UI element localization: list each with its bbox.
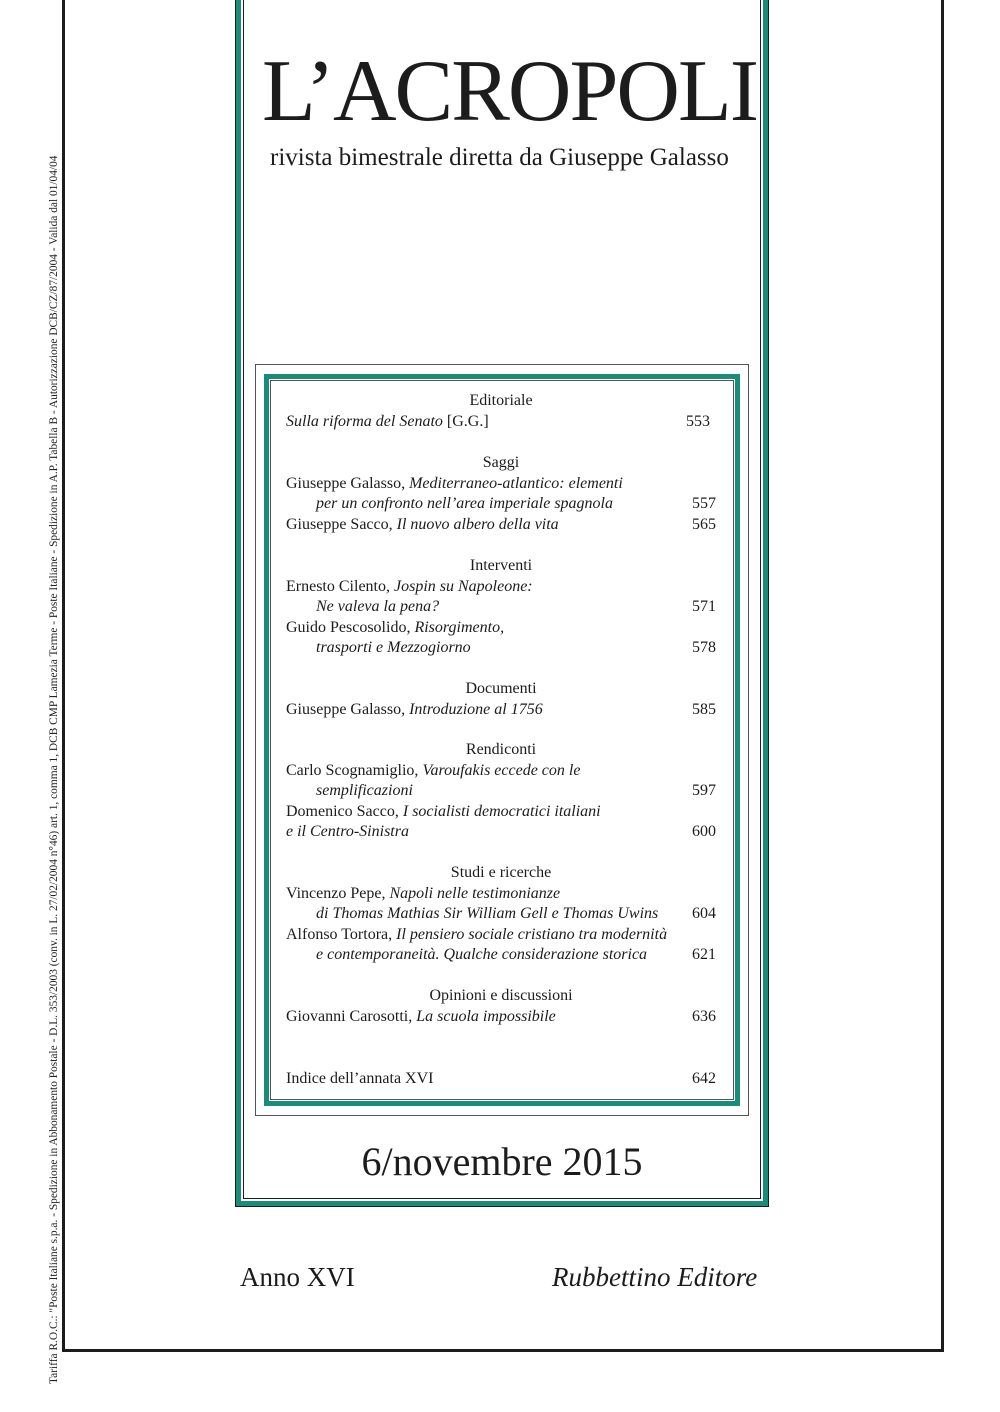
entry-title: Il nuovo albero della vita [396, 516, 559, 533]
toc-entry [286, 701, 716, 719]
entry-title: semplificazioni [316, 782, 413, 799]
toc-entry [286, 619, 716, 637]
toc-entry [286, 413, 716, 431]
magazine-title: L’ACROPOLI [262, 43, 758, 140]
page-number: 597 [692, 782, 716, 799]
page-number: 557 [692, 495, 716, 512]
page-number: 565 [692, 516, 716, 533]
toc-entry-continuation [316, 639, 716, 657]
section-heading-rendiconti: Rendiconti [465, 741, 537, 758]
page-number: 585 [692, 701, 716, 718]
entry-title: Risorgimento, [414, 619, 505, 636]
entry-author: Giuseppe Galasso, [286, 701, 410, 718]
entry-author: Vincenzo Pepe, [286, 885, 390, 902]
section-heading-editoriale: Editoriale [469, 392, 533, 409]
entry-author: Giuseppe Galasso, [286, 475, 410, 492]
entry-title: Napoli nelle testimonianze [389, 885, 561, 902]
toc-entry [286, 475, 716, 493]
toc-entry [286, 516, 716, 534]
toc-entry [286, 1008, 716, 1026]
entry-title: Mediterraneo-atlantico: elementi [409, 475, 623, 492]
entry-title: Jospin su Napoleone: [393, 578, 533, 595]
entry-author: Giovanni Carosotti, [286, 1008, 417, 1025]
section-heading-studi: Studi e ricerche [450, 864, 552, 881]
page-number: 578 [692, 639, 716, 656]
page-number: 621 [692, 946, 716, 963]
toc-entry-continuation [286, 823, 716, 841]
entry-author: Carlo Scognamiglio, [286, 762, 423, 779]
page-number: 636 [692, 1008, 716, 1025]
postal-notice: Tariffa R.O.C.: "Poste Italiane s.p.a. - Spedizione in Abbonamento Postale - D.L. 353/2003 (conv. in L. 27/02/2004 n°46) art. 1, comma 1, DCB CMP Lamezia Terme - Poste Italiane - Spedizione in A.P. Tabella B - Autorizzazione DCB/CZ/87/2004 - Valida dal 01/04/04 [48, 155, 60, 1384]
entry-title: Varoufakis eccede con le [422, 762, 581, 779]
entry-title: e il Centro-Sinistra [286, 823, 409, 840]
entry-author: Guido Pescosolido, [286, 619, 415, 636]
toc-entry [286, 885, 716, 903]
entry-title: e contemporaneità. Qualche considerazione storica [316, 946, 648, 963]
publisher-name: Rubbettino Editore [552, 1262, 758, 1292]
entry-author: Ernesto Cilento, [286, 578, 394, 595]
entry-author: Domenico Sacco, [286, 803, 403, 820]
entry-author: [G.G.] [442, 413, 489, 430]
toc-entry-continuation [316, 905, 716, 923]
toc-entry-continuation [316, 946, 716, 964]
entry-title: per un confronto nell’area imperiale spagnola [316, 495, 613, 512]
entry-author: Giuseppe Sacco, [286, 516, 397, 533]
toc-entry [286, 926, 716, 944]
section-heading-documenti: Documenti [465, 680, 537, 697]
entry-title: Sulla riforma del Senato [286, 413, 443, 430]
entry-title: di Thomas Mathias Sir William Gell e Thomas Uwins [316, 905, 659, 922]
page-number: 571 [692, 598, 716, 615]
toc-entry-continuation [316, 598, 716, 616]
entry-title: trasporti e Mezzogiorno [316, 639, 471, 656]
toc-entry-index [286, 1070, 716, 1088]
entry-title: La scuola impossibile [416, 1008, 556, 1025]
entry-title: Introduzione al 1756 [409, 701, 543, 718]
toc-entry-continuation [316, 782, 716, 800]
toc-entry-continuation [316, 495, 716, 513]
section-heading-opinioni: Opinioni e discussioni [429, 987, 573, 1004]
entry-title: I socialisti democratici italiani [402, 803, 601, 820]
toc-entry [286, 578, 716, 596]
magazine-subtitle: rivista bimestrale diretta da Giuseppe Galasso [270, 144, 729, 171]
toc-entry [286, 762, 716, 780]
entry-title: Ne valeva la pena? [316, 598, 440, 615]
page-number: 600 [692, 823, 716, 840]
issue-date: 6/novembre 2015 [361, 1139, 643, 1184]
entry-title: Il pensiero sociale cristiano tra modernità [396, 926, 668, 943]
index-label: Indice dell’annata XVI [286, 1070, 434, 1087]
entry-author: Alfonso Tortora, [286, 926, 397, 943]
page-number: 642 [692, 1070, 716, 1087]
section-heading-saggi: Saggi [482, 454, 520, 471]
page-number: 553 [686, 413, 710, 430]
toc-entry [286, 803, 716, 821]
page-number: 604 [692, 905, 716, 922]
volume-year: Anno XVI [240, 1262, 355, 1292]
section-heading-interventi: Interventi [469, 557, 533, 574]
